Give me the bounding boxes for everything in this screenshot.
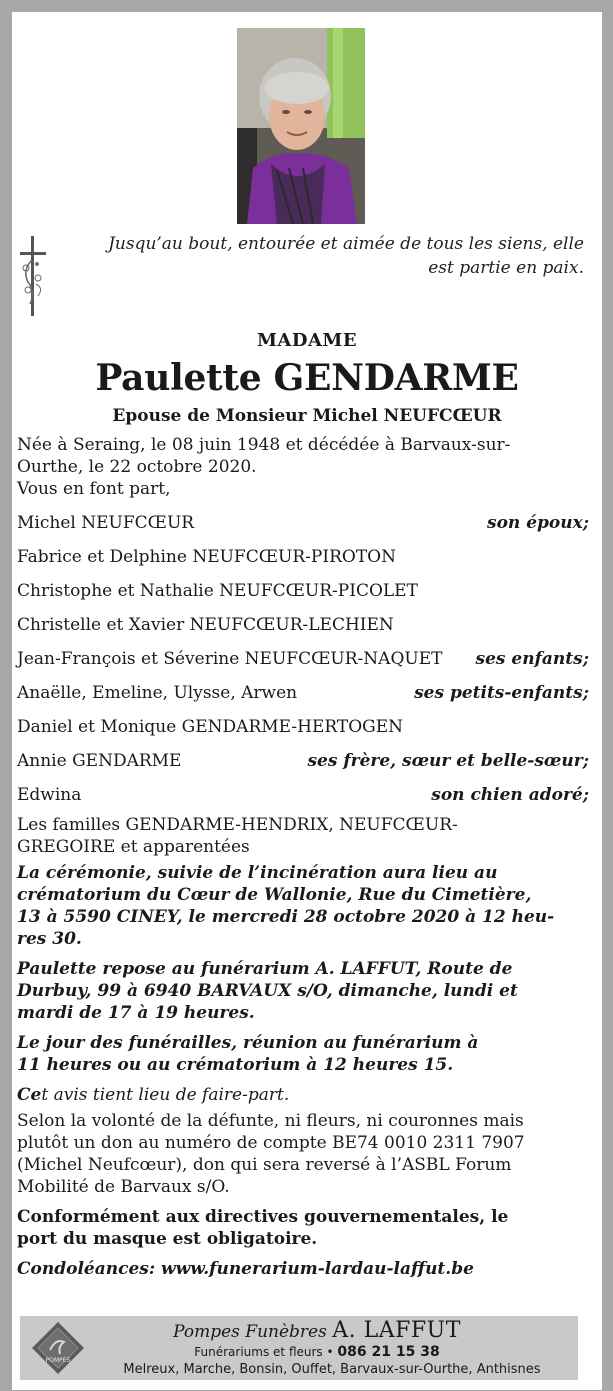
condolences-link[interactable]: Condoléances: www.funerarium-lardau-laffut.be [17, 1259, 474, 1279]
funeral-home-contact [90, 1344, 544, 1360]
mask-line: Conformément aux directives gouvernementales, le [17, 1207, 509, 1227]
family-relation: ses petits-enfants; [414, 683, 589, 703]
obituary-body [17, 434, 589, 1280]
logo-text: POMPES [45, 1357, 71, 1364]
wish-line: Mobilité de Barvaux s/O. [17, 1177, 230, 1197]
family-relation: ses enfants; [475, 649, 589, 669]
wish-line: plutôt un don au numéro de compte BE74 0010 2311 7907 [17, 1133, 525, 1153]
honorific-title: MADAME [256, 330, 358, 351]
portrait-photo [237, 28, 365, 224]
deceased-name: Paulette GENDARME [95, 357, 519, 399]
family-member: Edwina [17, 785, 82, 805]
wish-line: Selon la volonté de la défunte, ni fleurs, ni couronnes mais [17, 1111, 524, 1131]
mask-line: port du masque est obligatoire. [17, 1229, 318, 1249]
funeral-home-logo-icon [30, 1320, 86, 1376]
birth-death-line: Née à Seraing, le 08 juin 1948 et décédée à Barvaux-sur- [17, 435, 511, 455]
family-member: Fabrice et Delphine NEUFCŒUR-PIROTON [17, 547, 396, 567]
phone-number[interactable]: 086 21 15 38 [337, 1344, 440, 1360]
family-relation: son époux; [487, 513, 589, 533]
family-row [17, 546, 589, 568]
birth-death-line: Ourthe, le 22 octobre 2020. [17, 457, 257, 477]
repose-line: mardi de 17 à 19 heures. [17, 1003, 255, 1023]
family-relation: son chien adoré; [431, 785, 589, 805]
ceremony-line: La cérémonie, suivie de l’incinération aura lieu au [17, 863, 498, 883]
repose-line: Durbuy, 99 à 6940 BARVAUX s/O, dimanche, lundi et [17, 981, 518, 1001]
notice-rest: t avis tient lieu de faire-part. [41, 1085, 290, 1105]
obituary-page [12, 12, 602, 1390]
ceremony-line: 13 à 5590 CINEY, le mercredi 28 octobre 2020 à 12 heu- [17, 907, 555, 927]
cross-with-flowers-icon [16, 234, 50, 318]
family-relation: ses frère, sœur et belle-sœur; [307, 751, 589, 771]
family-member: Christelle et Xavier NEUFCŒUR-LECHIEN [17, 615, 394, 635]
family-row [17, 716, 589, 738]
notice-line [17, 1084, 589, 1106]
family-member: Michel NEUFCŒUR [17, 513, 195, 533]
contact-label: Funérariums et fleurs • [194, 1345, 334, 1359]
ceremony-line: res 30. [17, 929, 82, 949]
family-member: Anaëlle, Emeline, Ulysse, Arwen [17, 683, 298, 703]
funeral-home-brand: A. LAFFUT [332, 1318, 461, 1343]
family-row [17, 580, 589, 602]
families-line: GREGOIRE et apparentées [17, 837, 250, 857]
funeral-line: Le jour des funérailles, réunion au funérarium à [17, 1033, 479, 1053]
wish-line: (Michel Neufcœur), don qui sera reversé à l’ASBL Forum [17, 1155, 512, 1175]
notice-bold: Ce [17, 1085, 42, 1105]
family-member: Daniel et Monique GENDARME-HERTOGEN [17, 717, 403, 737]
family-member: Christophe et Nathalie NEUFCŒUR-PICOLET [17, 581, 418, 601]
family-row [17, 750, 589, 772]
family-row [17, 648, 589, 670]
quote-line: est partie en paix. [428, 258, 584, 278]
quote-line: Jusqu’au bout, entourée et aimée de tous les siens, elle [108, 234, 584, 254]
repose-line: Paulette repose au funérarium A. LAFFUT, Route de [17, 959, 513, 979]
announce-line: Vous en font part, [17, 479, 171, 499]
funeral-home-label: Pompes Funèbres [173, 1322, 327, 1342]
families-line: Les familles GENDARME-HENDRIX, NEUFCŒUR- [17, 815, 458, 835]
family-row [17, 512, 589, 534]
funeral-home-locations: Melreux, Marche, Bonsin, Ouffet, Barvaux-sur-Ourthe, Anthisnes [123, 1362, 541, 1377]
family-row [17, 784, 589, 806]
funeral-line: 11 heures ou au crématorium à 12 heures 15. [17, 1055, 454, 1075]
family-member: Jean-François et Séverine NEUFCŒUR-NAQUET [17, 649, 443, 669]
ceremony-line: crématorium du Cœur de Wallonie, Rue du Cimetière, [17, 885, 532, 905]
family-row [17, 682, 589, 704]
family-member: Annie GENDARME [17, 751, 182, 771]
family-row [17, 614, 589, 636]
epitaph-quote [102, 232, 584, 280]
funeral-home-banner [20, 1316, 578, 1380]
funeral-home-name [90, 1318, 544, 1343]
spouse-line: Epouse de Monsieur Michel NEUFCŒUR [112, 406, 502, 426]
